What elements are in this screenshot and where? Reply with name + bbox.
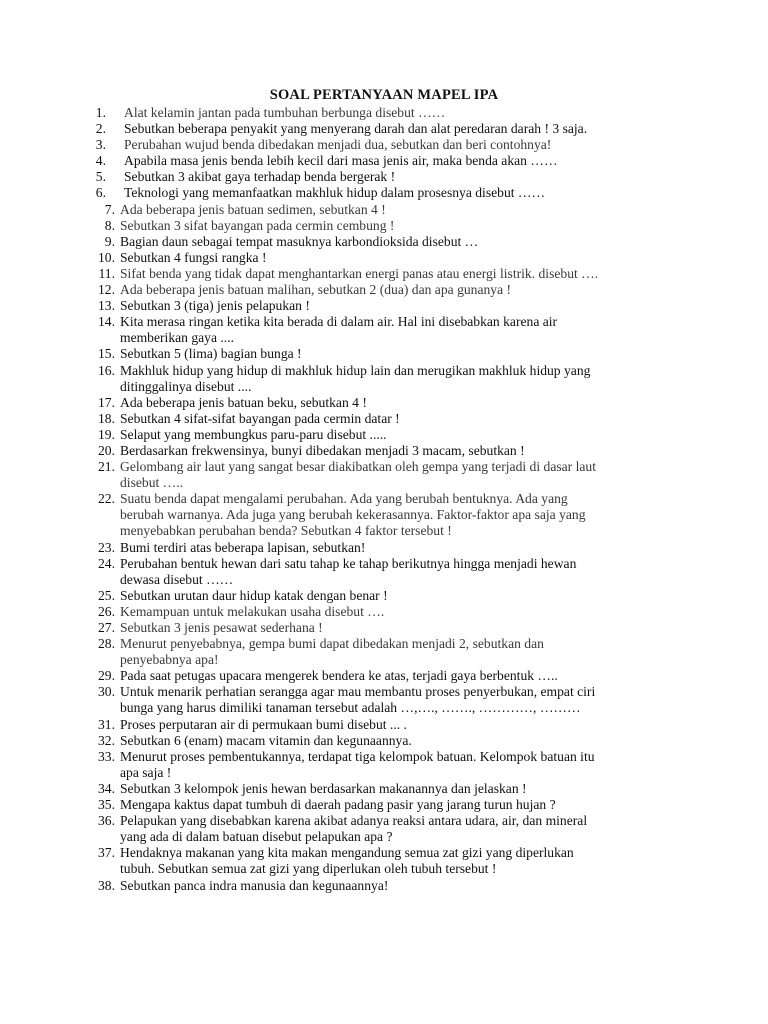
question-text: Sebutkan beberapa penyakit yang menyerang darah dan alat peredaran darah ! 3 saja. [124,121,588,137]
question-number: 38. [98,877,115,893]
question-item [84,588,684,604]
question-item [84,845,684,877]
question-text: Perubahan wujud benda dibedakan menjadi dua, sebutkan dan beri contohnya! [124,137,552,153]
question-number: 32. [98,732,115,748]
question-text: Pada saat petugas upacara mengerek bendera ke atas, terjadi gaya berbentuk ….. [120,668,558,684]
question-item [84,540,684,556]
question-text: Hendaknya makanan yang kita makan mengandung semua zat gizi yang diperlukan tubuh. Sebutkan semua zat gizi yang diperlukan oleh tubuh tersebut ! [120,845,574,877]
question-text: Sebutkan 3 kelompok jenis hewan berdasarkan makanannya dan jelaskan ! [120,780,527,796]
question-text: Sebutkan 3 jenis pesawat sederhana ! [120,620,323,635]
question-item [84,218,684,234]
question-text: Selaput yang membungkus paru-paru disebut ..... [120,426,387,442]
question-number: 22. [98,491,115,507]
question-item [84,733,684,749]
question-item [84,459,684,491]
question-item [84,346,684,362]
question-number: 35. [98,797,115,813]
question-number: 11. [98,265,115,281]
question-text: Sebutkan 3 sifat bayangan pada cermin cembung ! [120,217,395,233]
question-number: 26. [98,603,115,619]
question-text: Gelombang air laut yang sangat besar diakibatkan oleh gempa yang terjadi di dasar laut disebut ….. [120,459,596,491]
question-text: Apabila masa jenis benda lebih kecil dari masa jenis air, maka benda akan …… [124,153,558,169]
question-item [84,298,684,314]
question-text: Sebutkan panca indra manusia dan kegunaannya! [120,877,389,893]
question-number: 2. [95,121,106,137]
question-number: 14. [98,314,115,330]
question-item [84,427,684,443]
question-text: Untuk menarik perhatian serangga agar mau membantu proses penyerbukan, empat ciri bunga yang harus dimiliki tanaman tersebut adalah …,…., ……., …………, ……… [120,684,596,716]
question-item [84,797,684,813]
question-item [84,556,684,588]
question-number: 5. [95,169,106,185]
question-item [84,169,684,185]
question-text: Menurut penyebabnya, gempa bumi dapat dibedakan menjadi 2, sebutkan dan penyebabnya apa! [120,636,544,668]
question-item [84,234,684,250]
question-item [84,395,684,411]
question-number: 18. [98,410,115,426]
question-item [84,491,684,539]
question-text: Sebutkan 3 (tiga) jenis pelapukan ! [120,298,310,314]
question-text: Mengapa kaktus dapat tumbuh di daerah padang pasir yang jarang turun hujan ? [120,797,556,813]
question-number: 15. [98,346,115,362]
question-list [84,105,684,894]
question-number: 19. [98,426,115,442]
question-item [84,604,684,620]
question-number: 12. [98,282,115,298]
question-item [84,282,684,298]
question-text: Sebutkan 4 sifat-sifat bayangan pada cermin datar ! [120,410,400,426]
question-text: Ada beberapa jenis batuan sedimen, sebutkan 4 ! [120,201,386,217]
question-item [84,443,684,459]
question-number: 23. [98,539,115,555]
question-text: Ada beberapa jenis batuan malihan, sebutkan 2 (dua) dan apa gunanya ! [120,282,512,298]
question-text: Berdasarkan frekwensinya, bunyi dibedakan menjadi 3 macam, sebutkan ! [120,442,525,458]
question-text: Makhluk hidup yang hidup di makhluk hidup lain dan merugikan makhluk hidup yang ditinggalinya disebut .... [120,362,591,394]
question-text: Bagian daun sebagai tempat masuknya karbondioksida disebut … [120,233,479,249]
question-item [84,620,684,636]
question-item [84,202,684,218]
question-item [84,411,684,427]
question-item [84,636,684,668]
question-number: 25. [98,587,115,603]
question-number: 36. [98,813,115,829]
question-text: Sebutkan 6 (enam) macam vitamin dan kegunaannya. [120,732,412,748]
question-item [84,684,684,716]
question-item [84,813,684,845]
document-title: SOAL PERTANYAAN MAPEL IPA [269,87,499,103]
question-number: 34. [98,780,115,796]
question-item [84,878,684,894]
question-number: 31. [98,716,115,732]
question-text: Teknologi yang memanfaatkan makhluk hidup dalam prosesnya disebut …… [124,185,546,201]
question-item [84,137,684,153]
question-number: 16. [98,362,115,378]
question-item [84,717,684,733]
question-number: 4. [95,153,106,169]
question-number: 27. [98,620,115,635]
question-text: Sifat benda yang tidak dapat menghantarkan energi panas atau energi listrik. disebut …. [120,265,599,281]
question-text: Perubahan bentuk hewan dari satu tahap ke tahap berikutnya hingga menjadi hewan dewasa disebut …… [120,555,577,587]
question-text: Sebutkan 5 (lima) bagian bunga ! [120,346,302,362]
question-item [84,153,684,169]
question-item [84,314,684,346]
question-number: 28. [98,636,115,652]
question-text: Sebutkan 3 akibat gaya terhadap benda bergerak ! [124,169,396,185]
question-text: Pelapukan yang disebabkan karena akibat adanya reaksi antara udara, air, dan mineral yang ada di dalam batuan disebut pelapukan apa ? [120,813,588,845]
question-number: 3. [95,137,106,153]
question-text: Suatu benda dapat mengalami perubahan. Ada yang berubah bentuknya. Ada yang berubah warnanya. Ada juga yang berubah kekerasannya. Faktor-faktor apa saja yang menyebabkan perubahan benda? Sebutkan 4 faktor tersebut ! [120,491,586,539]
question-text: Kemampuan untuk melakukan usaha disebut …. [120,603,385,619]
question-number: 9. [104,233,115,249]
question-item [84,185,684,201]
question-item [84,668,684,684]
question-number: 1. [95,105,106,120]
question-item [84,250,684,266]
question-number: 29. [98,668,115,684]
question-number: 10. [98,249,115,265]
question-item [84,363,684,395]
question-item [84,749,684,781]
question-number: 21. [98,459,115,475]
question-text: Alat kelamin jantan pada tumbuhan berbunga disebut …… [124,105,446,120]
question-number: 30. [98,684,115,700]
question-text: Menurut proses pembentukannya, terdapat tiga kelompok batuan. Kelompok batuan itu apa saja ! [120,748,595,780]
question-number: 6. [95,185,106,201]
question-number: 37. [98,845,115,861]
question-text: Bumi terdiri atas beberapa lapisan, sebutkan! [120,539,366,555]
question-number: 8. [104,217,115,233]
question-text: Sebutkan urutan daur hidup katak dengan benar ! [120,587,388,603]
question-item [84,781,684,797]
question-text: Proses perputaran air di permukaan bumi disebut ... . [120,716,407,732]
question-item [84,105,684,121]
question-number: 7. [104,201,115,217]
question-number: 20. [98,442,115,458]
question-item [84,121,684,137]
question-item [84,266,684,282]
question-number: 17. [98,394,115,410]
question-text: Ada beberapa jenis batuan beku, sebutkan 4 ! [120,394,367,410]
question-number: 13. [98,298,115,314]
question-number: 24. [98,555,115,571]
question-text: Kita merasa ringan ketika kita berada di dalam air. Hal ini disebabkan karena air memberikan gaya .... [120,314,558,346]
question-text: Sebutkan 4 fungsi rangka ! [120,249,267,265]
question-number: 33. [98,748,115,764]
